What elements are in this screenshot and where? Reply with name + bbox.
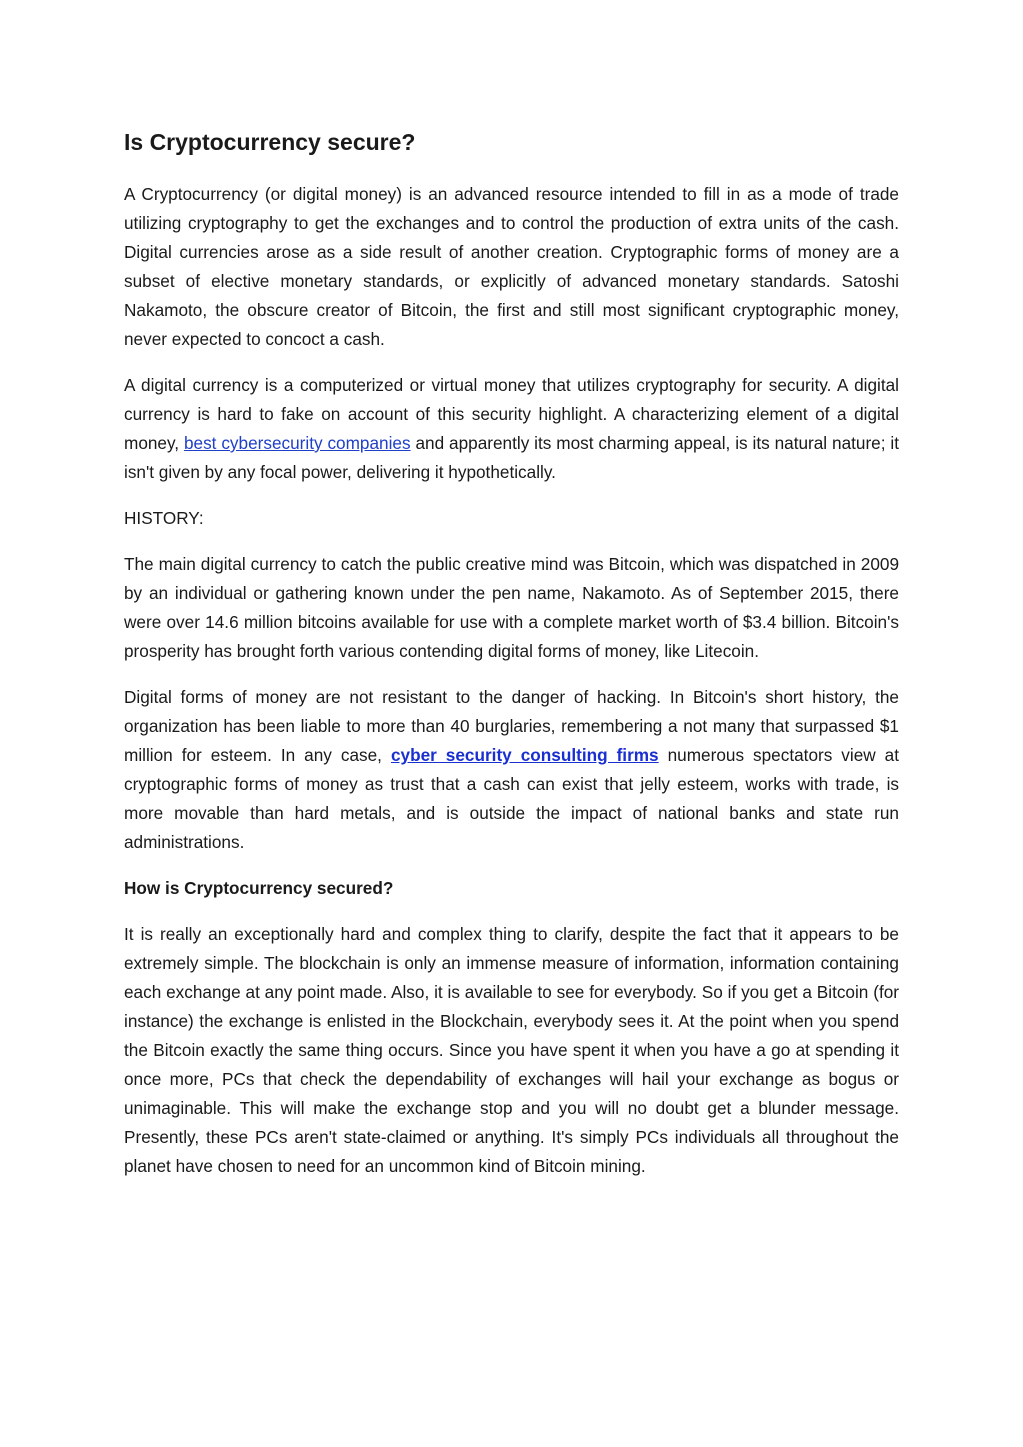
document-title: Is Cryptocurrency secure? [124, 129, 416, 155]
paragraph-text: A digital currency is a computerized or virtual money that utilizes cryptography for security. A digital currency is hard to fake on account of this security highlight. A characterizing element of a digital money, [124, 375, 899, 453]
paragraph-text: and apparently its most charming appeal, is its natural nature; it isn't given by any focal power, delivering it hypothetically. [124, 433, 899, 482]
paragraph-history: The main digital currency to catch the public creative mind was Bitcoin, which was dispatched in 2009 by an individual or gathering known under the pen name, Nakamoto. As of September 2015, there were over 14.6 million bitcoins available for use with a complete market worth of $3.4 billion. Bitcoin's prosperity has brought forth various contending digital forms of money, like Litecoin. [124, 554, 899, 661]
cyber-security-consulting-firms-link[interactable]: cyber security consulting firms [390, 745, 659, 765]
history-label: HISTORY: [124, 508, 204, 528]
document-page [124, 124, 899, 1198]
paragraph-text: numerous spectators view at cryptographic forms of money as trust that a cash can exist that jelly esteem, works with trade, is more movable than hard metals, and is outside the impact of national banks and state run administrations. [124, 745, 900, 852]
paragraph-digital-currency [124, 371, 899, 487]
best-cybersecurity-companies-link[interactable]: best cybersecurity companies [183, 433, 411, 453]
paragraph-blockchain: It is really an exceptionally hard and complex thing to clarify, despite the fact that it appears to be extremely simple. The blockchain is only an immense measure of information, information containing each exchange at any point made. Also, it is available to see for everybody. So if you get a Bitcoin (for instance) the exchange is enlisted in the Blockchain, everybody sees it. At the point when you spend the Bitcoin exactly the same thing occurs. Since you have spent it when you have a go at spending it once more, PCs that check the dependability of exchanges will hail your exchange as bogus or unimaginable. This will make the exchange stop and you will no doubt get a blunder message. Presently, these PCs aren't state-claimed or anything. It's simply PCs individuals all throughout the planet have chosen to need for an uncommon kind of Bitcoin mining. [124, 924, 899, 1176]
paragraph-text: Digital forms of money are not resistant to the danger of hacking. In Bitcoin's short history, the organization has been liable to more than 40 burglaries, remembering a not many that surpassed $1 million for esteem. In any case, [124, 687, 899, 765]
paragraph-hacking [124, 683, 899, 857]
section-subheading: How is Cryptocurrency secured? [124, 878, 394, 898]
paragraph-intro: A Cryptocurrency (or digital money) is an advanced resource intended to fill in as a mode of trade utilizing cryptography to get the exchanges and to control the production of extra units of the cash. Digital currencies arose as a side result of another creation. Cryptographic forms of money are a subset of elective monetary standards, or explicitly of advanced monetary standards. Satoshi Nakamoto, the obscure creator of Bitcoin, the first and still most significant cryptographic money, never expected to concoct a cash. [124, 184, 899, 349]
